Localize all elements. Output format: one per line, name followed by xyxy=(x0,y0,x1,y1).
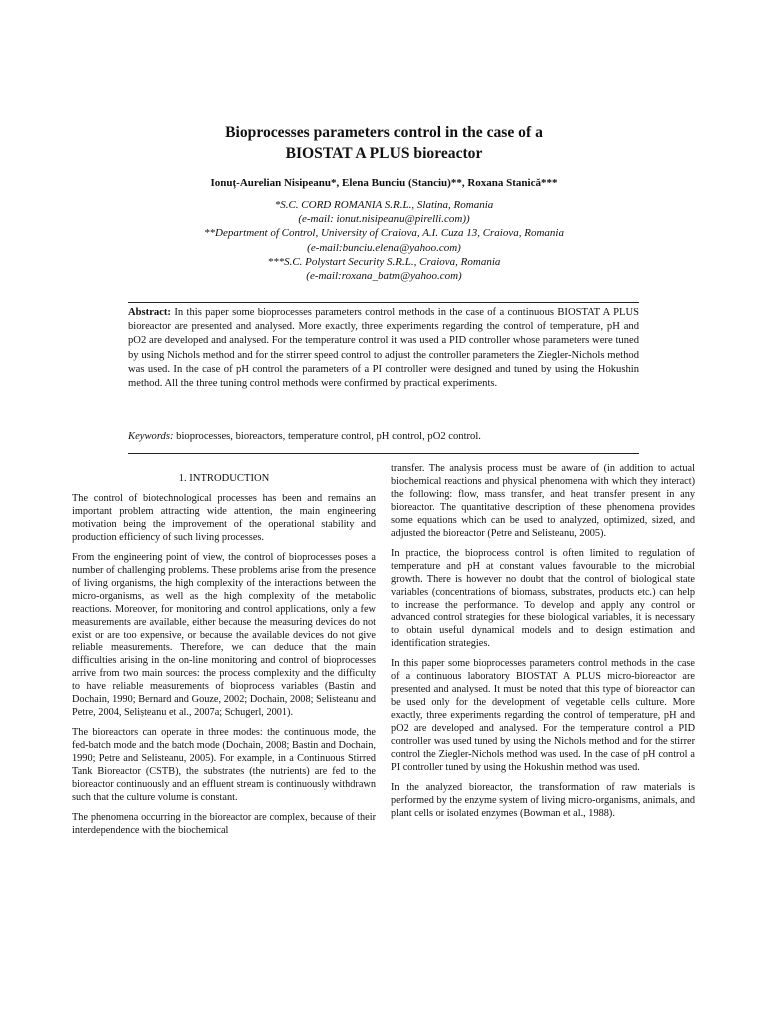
keywords-text: bioprocesses, bioreactors, temperature control, pH control, pO2 control. xyxy=(176,431,481,442)
abstract-text: In this paper some bioprocesses parameters control methods in the case of a continuous BIOSTAT A PLUS bioreactor are presented and analysed. More exactly, three experiments regarding the control of temperature, pH and pO2 are developed and analysed. For the temperature control it was used a PID controller whose parameters were tuned by using Nichols method and for the stirrer speed control to adjust the controller parameters the Ziegler-Nichols method was used. In the case of pH control the parameters of a PI controller were designed and tuned by using the Hokushin method. All the three tuning control methods were confirmed by practical experiments. xyxy=(128,307,639,390)
paragraph: transfer. The analysis process must be aware of (in addition to actual biochemical reactions and physical phenomena with which they interact) the following: flow, mass transfer, and heat transfer present in any bioreactor. The quantitative description of these phenomena provides some equations which can be used to analyzed, optimized, sized, and adjusted the bioreactor (Petre and Selisteanu, 2005). xyxy=(391,463,695,539)
paragraph: In the analyzed bioreactor, the transformation of raw materials is performed by the enzyme system of living micro-organisms, animals, and plant cells or isolated enzymes (Bowman et al., 1988). xyxy=(391,781,695,819)
paragraph: The phenomena occurring in the bioreactor are complex, because of their interdependence with the biochemical xyxy=(72,811,376,836)
author-list: Ionuț-Aurelian Nisipeanu*, Elena Bunciu (Stanciu)**, Roxana Stanică*** xyxy=(210,177,558,189)
keywords-block xyxy=(128,430,639,444)
section-heading-introduction: 1. INTRODUCTION xyxy=(178,473,270,484)
paragraph: In practice, the bioprocess control is often limited to regulation of temperature and pH at constant values favourable to the microbial growth. There is however no doubt that the control of biological state variables (concentrations of biomass, substrates, products etc.) can help to increase the performance. To develop and apply any control or advanced control strategies for these biological variables, it is necessary to obtain useful dynamical models and to design estimation and identification strategies. xyxy=(391,547,695,650)
affiliation-line: (e-mail:bunciu.elena@yahoo.com) xyxy=(307,241,461,254)
keywords-label: Keywords: xyxy=(128,431,174,442)
affiliation-line: (e-mail: ionut.nisipeanu@pirelli.com)) xyxy=(298,213,470,226)
paragraph: The bioreactors can operate in three modes: the continuous mode, the fed-batch mode and the batch mode (Dochain, 2008; Bastin and Dochain, 1990; Petre and Selisteanu, 2005). For example, in a Continuous Stirred Tank Bioreactor (CSTB), the substrates (the nutrients) are fed to the bioreactor continuously and an effluent stream is continuously withdrawn such that the culture volume is constant. xyxy=(72,727,376,803)
paper-title xyxy=(84,122,684,164)
title-line-2: BIOSTAT A PLUS bioreactor xyxy=(285,145,483,162)
right-column xyxy=(391,463,695,828)
title-line-1: Bioprocesses parameters control in the case of a xyxy=(225,124,543,141)
affiliations xyxy=(84,198,684,283)
affiliation-line: *S.C. CORD ROMANIA S.R.L., Slatina, Romania xyxy=(274,199,494,211)
abstract-top-rule xyxy=(128,302,639,303)
affiliation-line: **Department of Control, University of Craiova, A.I. Cuza 13, Craiova, Romania xyxy=(204,227,564,240)
paragraph: From the engineering point of view, the control of bioprocesses poses a number of challenging problems. These problems arise from the presence of living organisms, the high complexity of the interactions between the micro-organisms, as well as the high complexity of the metabolic reactions. Moreover, for monitoring and control applications, only a few measurements are available, either because the measuring devices do not exist or are too expensive, or because the available devices do not give reliable measurements. Therefore, we can deduce that the main difficulties arising in the on-line monitoring and control of bioprocesses arrive from two main sources: the process complexity and the difficulty to have reliable measurements of bioprocess variables (Bastin and Dochain, 1990; Bernard and Gouze, 2002; Dochain, 2008; Selisteanu and Petre, 2004, Selișteanu et al., 2007a; Schugerl, 2001). xyxy=(72,551,376,719)
paragraph: The control of biotechnological processes has been and remains an important problem attracting wide attention, the main engineering motivation being the improvement of the operational stability and production efficiency of such living processes. xyxy=(72,493,376,543)
paragraph: In this paper some bioprocesses parameters control methods in the case of a continuous laboratory BIOSTAT A PLUS micro-bioreactor are presented and analysed. It must be noted that this type of bioreactor can be used only for the development of vegetable cells culture. More exactly, three experiments regarding the control of temperature, pH and pO2 are developed and analysed. For the temperature control a PID controller was used tuned by using the Nichols method and for the stirrer control the Ziegler-Nichols method was used. In the case of pH control a PI controller tuned by using the Hokushin method was used. xyxy=(391,658,695,773)
abstract-label: Abstract: xyxy=(128,307,171,318)
abstract-block xyxy=(128,306,639,391)
affiliation-line: ***S.C. Polystart Security S.R.L., Craiova, Romania xyxy=(267,255,501,268)
abstract-bottom-rule xyxy=(128,453,639,454)
affiliation-line: (e-mail:roxana_batm@yahoo.com) xyxy=(306,270,462,283)
left-column xyxy=(72,463,376,845)
